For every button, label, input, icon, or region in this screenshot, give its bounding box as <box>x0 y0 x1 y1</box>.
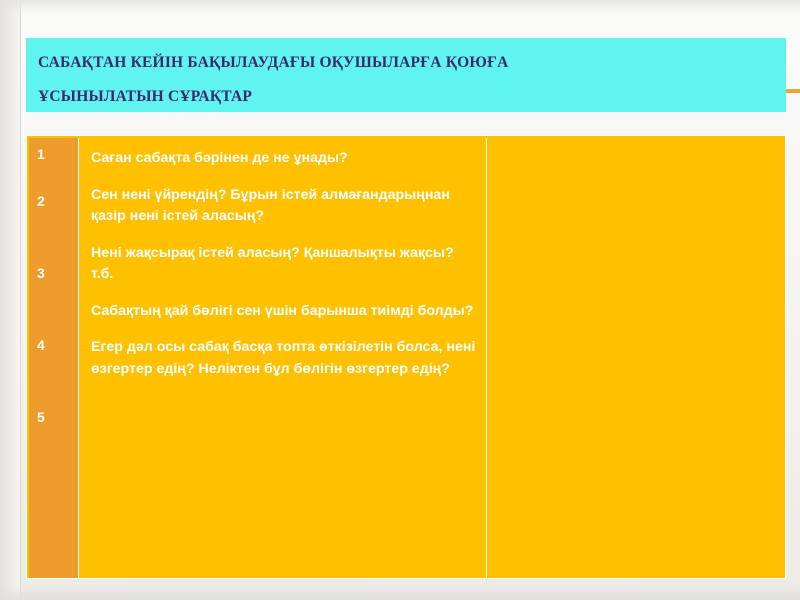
top-shadow <box>0 0 800 14</box>
row-number: 1 <box>37 146 45 162</box>
question-item: Сен нені үйрендің? Бұрын істей алмағандарыңнан қазір нені істей аласың? <box>91 186 450 224</box>
bottom-shadow <box>0 584 800 600</box>
row-number: 5 <box>37 409 45 425</box>
empty-column <box>488 138 783 578</box>
question-item: Саған сабақта бәрінен де не ұнады? <box>91 150 348 166</box>
title-line-2: ҰСЫНЫЛАТЫН СҰРАҚТАР <box>38 88 253 105</box>
row-number: 4 <box>37 337 45 353</box>
questions-table <box>26 135 786 579</box>
question-item: Нені жақсырақ істей аласың? Қаншалықты жақсы? т.б. <box>91 244 454 282</box>
row-number: 2 <box>37 193 45 209</box>
question-column <box>79 138 487 578</box>
left-decorative-bar <box>0 0 21 600</box>
row-number: 3 <box>37 265 45 281</box>
number-column <box>29 138 79 578</box>
question-item: Егер дәл осы сабақ басқа топта өткізілетін болса, нені өзгертер едің? Неліктен бұл бөлігін өзгертер едің? <box>91 339 476 377</box>
title-line-1: САБАҚТАН КЕЙІН БАҚЫЛАУДАҒЫ ОҚУШЫЛАРҒА ҚОЮҒА <box>38 54 509 71</box>
title-box <box>26 38 786 112</box>
question-item: Сабақтың қай бөлігі сен үшін барынша тиімді болды? <box>91 302 474 319</box>
